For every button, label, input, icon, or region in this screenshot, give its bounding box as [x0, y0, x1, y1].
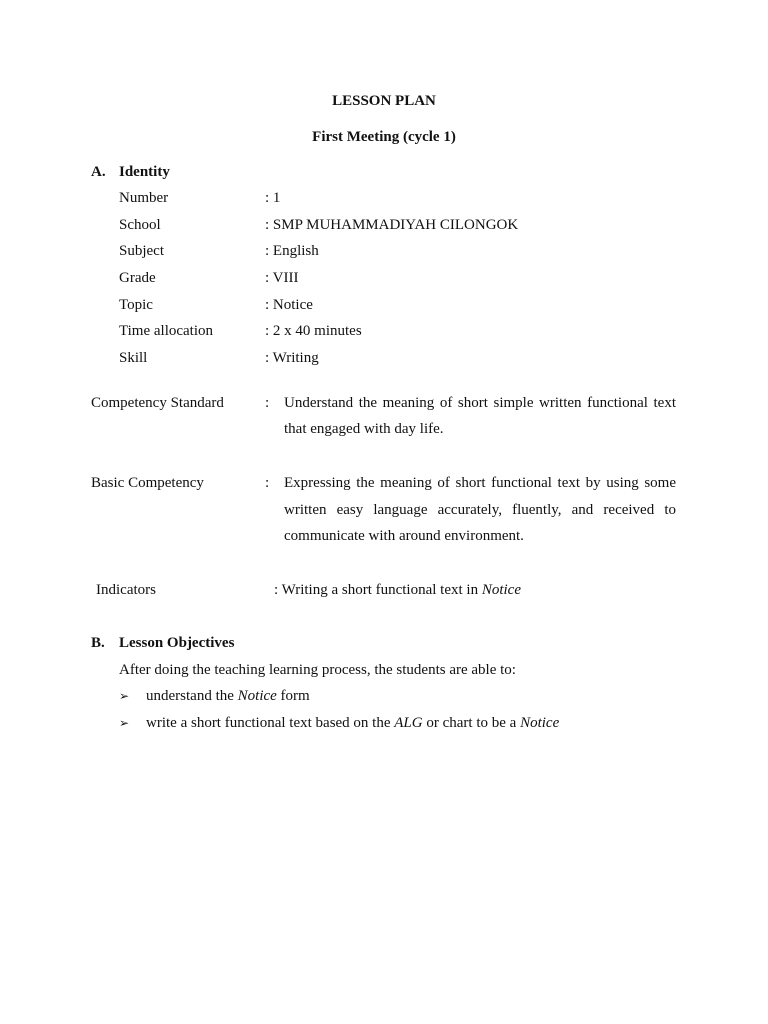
- objective-2-pre: write a short functional text based on the: [146, 715, 395, 731]
- basic-competency-line-1: Expressing the meaning of short functional text by using some: [284, 475, 676, 491]
- objective-1-post: form: [276, 688, 310, 704]
- document-subtitle: First Meeting (cycle 1): [312, 129, 456, 145]
- section-a-label: A.: [91, 164, 106, 180]
- competency-standard-label: Competency Standard: [91, 395, 224, 411]
- document-title: LESSON PLAN: [332, 93, 436, 109]
- section-a-heading: Identity: [119, 164, 170, 180]
- indicators-label: Indicators: [96, 582, 156, 598]
- competency-standard-line-2: that engaged with day life.: [284, 421, 444, 437]
- competency-standard-line-1: Understand the meaning of short simple written functional text: [284, 395, 676, 411]
- objective-2-emphasis-1: ALG: [394, 715, 423, 731]
- identity-value-topic: : Notice: [265, 297, 313, 313]
- objective-1-pre: understand the: [146, 688, 238, 704]
- identity-value-school: : SMP MUHAMMADIYAH CILONGOK: [265, 217, 519, 233]
- identity-key-time-allocation: Time allocation: [119, 323, 214, 339]
- identity-key-topic: Topic: [119, 297, 153, 313]
- arrow-bullet-icon: ➢: [119, 689, 130, 703]
- identity-key-grade: Grade: [119, 270, 156, 286]
- basic-competency-line-2: written easy language accurately, fluently, and received to: [284, 502, 676, 518]
- identity-key-skill: Skill: [119, 350, 148, 366]
- objective-text-1: [146, 687, 310, 705]
- objective-2-mid: or chart to be a: [422, 715, 521, 731]
- objective-1-emphasis: Notice: [237, 688, 277, 704]
- objective-bullet-2: [119, 714, 131, 732]
- section-b-heading: Lesson Objectives: [119, 635, 235, 651]
- competency-standard-colon: :: [265, 395, 270, 411]
- indicators-emphasis: Notice: [481, 582, 521, 598]
- identity-key-subject: Subject: [119, 243, 164, 259]
- indicators-value: [274, 581, 521, 599]
- identity-key-school: School: [119, 217, 161, 233]
- identity-value-time-allocation: : 2 x 40 minutes: [265, 323, 362, 339]
- section-b-label: B.: [91, 635, 105, 651]
- arrow-bullet-icon: ➢: [119, 716, 130, 730]
- objective-2-emphasis-2: Notice: [520, 715, 560, 731]
- basic-competency-line-3: communicate with around environment.: [284, 528, 524, 544]
- identity-value-number: : 1: [265, 190, 281, 206]
- indicators-text: : Writing a short functional text in: [274, 582, 482, 598]
- identity-value-skill: : Writing: [265, 350, 319, 366]
- objective-text-2: [146, 714, 559, 732]
- basic-competency-colon: :: [265, 475, 270, 491]
- basic-competency-label: Basic Competency: [91, 475, 204, 491]
- objectives-intro: After doing the teaching learning process, the students are able to:: [119, 662, 516, 678]
- identity-value-grade: : VIII: [265, 270, 299, 286]
- identity-value-subject: : English: [265, 243, 319, 259]
- identity-key-number: Number: [119, 190, 169, 206]
- objective-bullet-1: [119, 687, 131, 705]
